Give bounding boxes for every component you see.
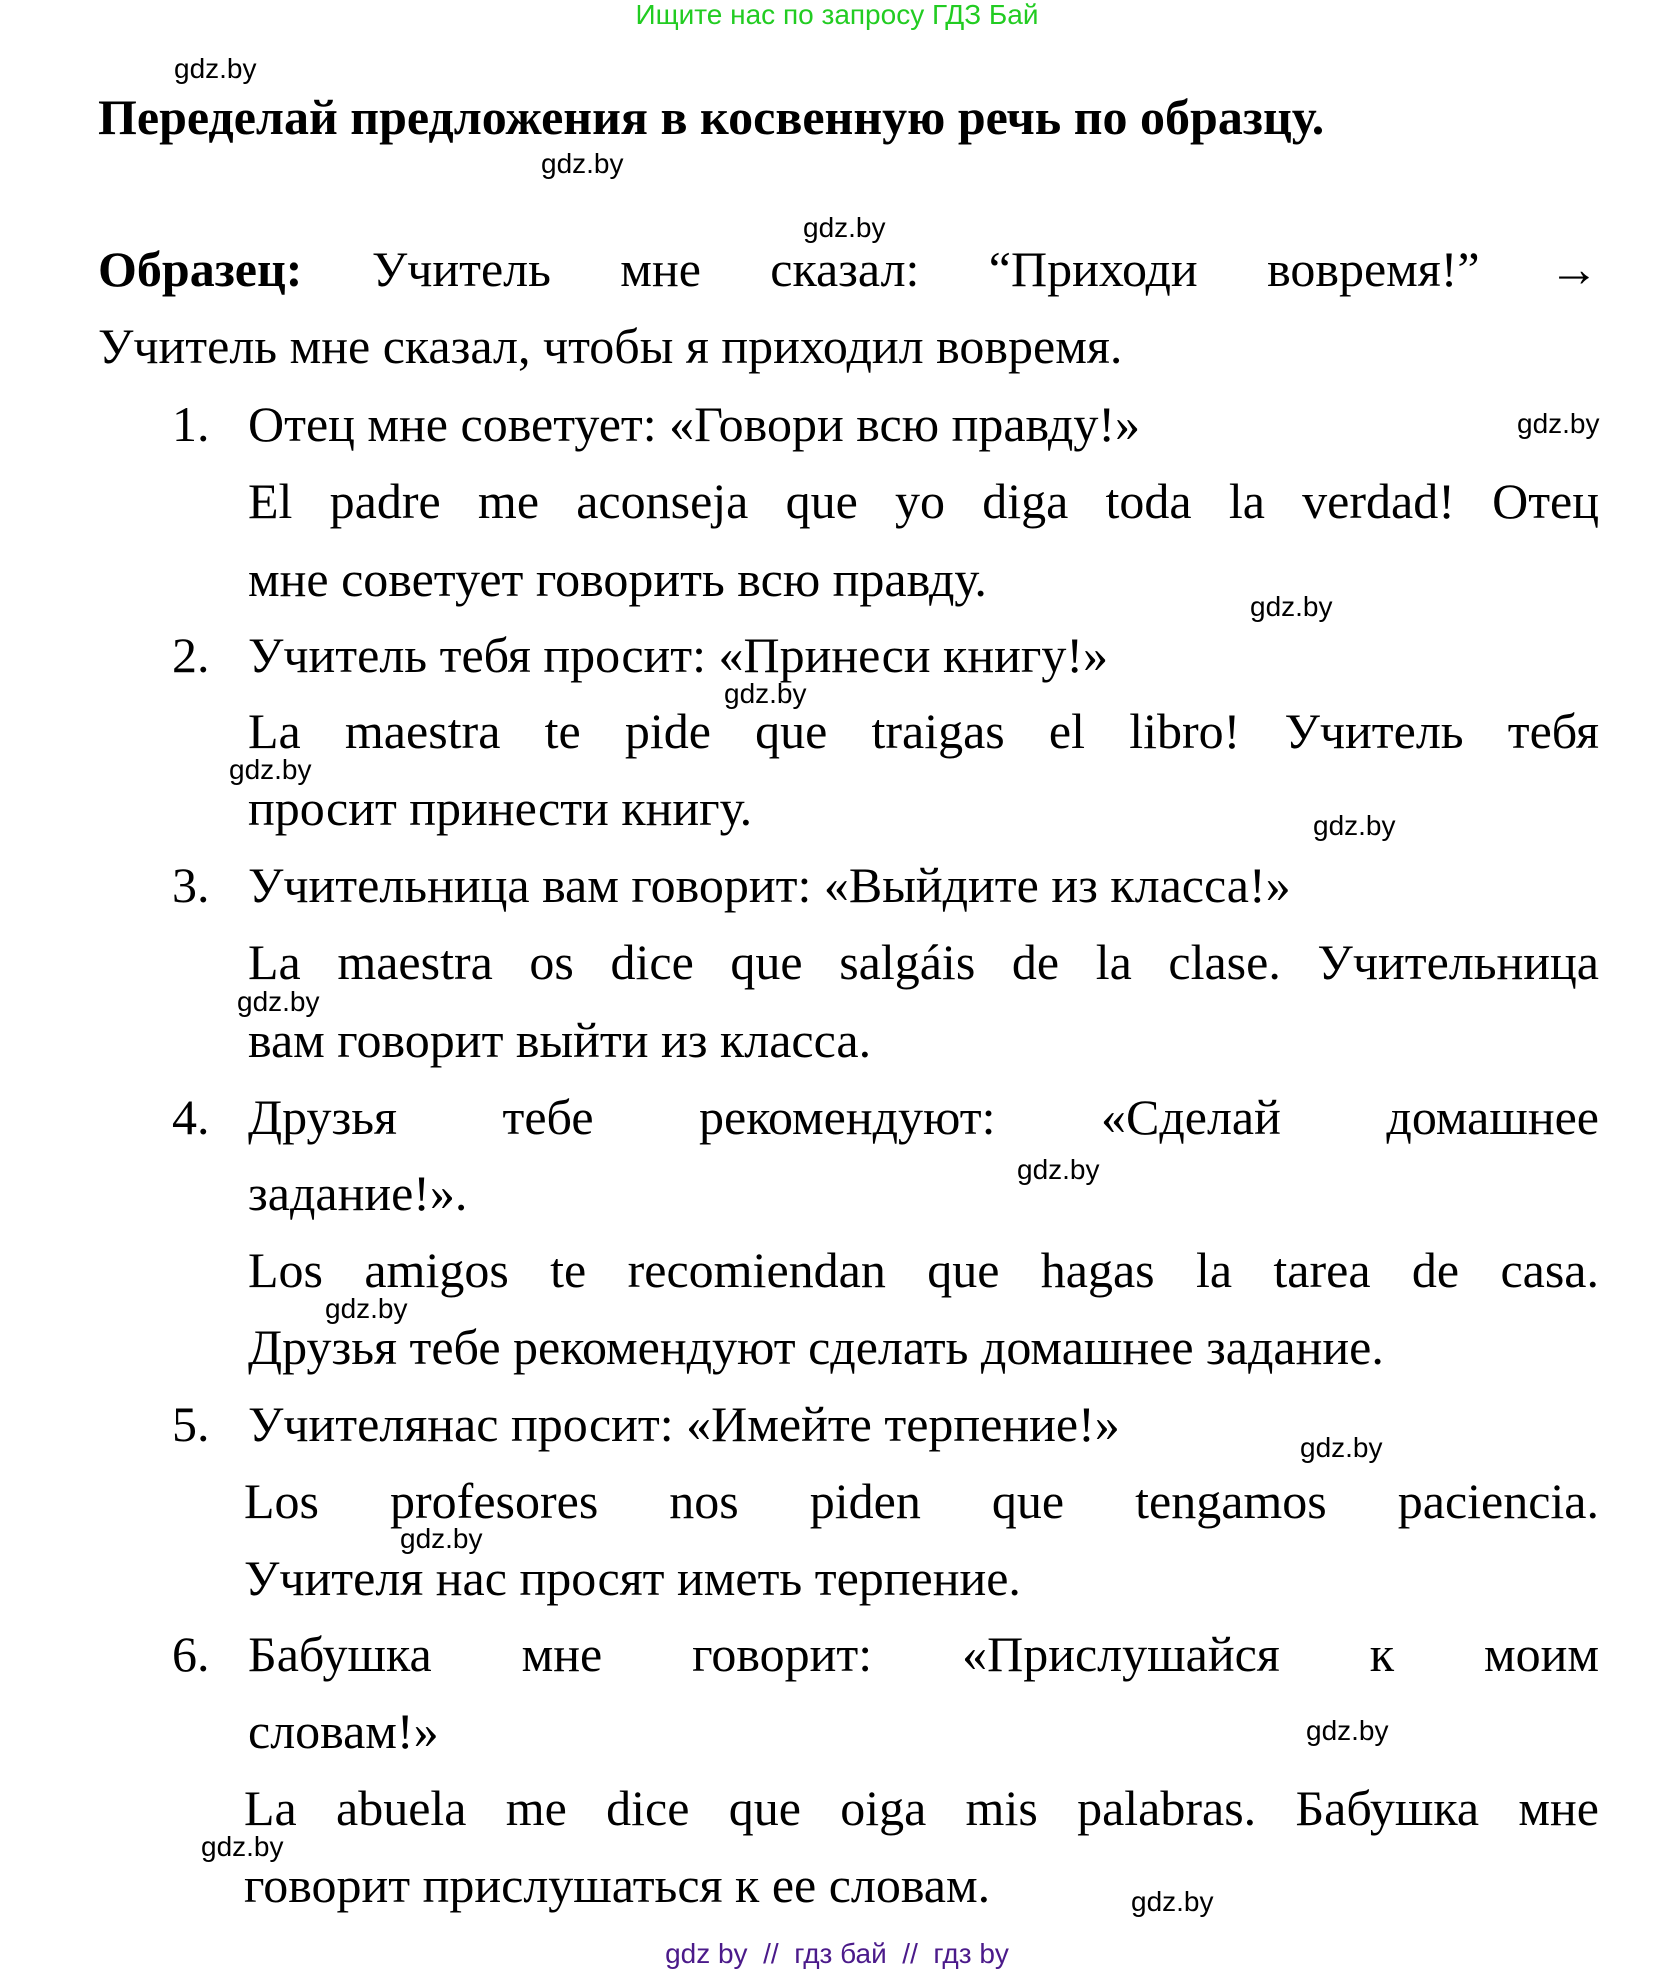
watermark: gdz.by bbox=[803, 212, 886, 243]
item-line: Бабушка мне говорит: «Прислушайся к моим bbox=[248, 1626, 1599, 1682]
watermark: gdz.by bbox=[1131, 1886, 1214, 1917]
item-line: Учительница вам говорит: «Выйдите из класса!» bbox=[248, 857, 1291, 913]
item-number: 1. bbox=[172, 396, 210, 452]
watermark: gdz.by bbox=[724, 678, 807, 709]
sample-text: Учитель мне сказал: “Приходи вовремя!” → bbox=[371, 241, 1599, 297]
item-line: задание!». bbox=[248, 1165, 468, 1221]
item-number: 2. bbox=[172, 627, 210, 683]
item-line: Друзья тебе рекомендуют: «Сделай домашнее bbox=[248, 1089, 1599, 1145]
watermark: gdz.by bbox=[237, 986, 320, 1017]
item-line: Отец мне советует: «Говори всю правду!» bbox=[248, 396, 1140, 452]
watermark: gdz.by bbox=[1300, 1432, 1383, 1463]
item-line: Учителя нас просят иметь терпение. bbox=[244, 1550, 1021, 1606]
watermark: gdz.by bbox=[1517, 408, 1600, 439]
footer-links: gdz by // гдз бай // гдз by bbox=[665, 1938, 1009, 1969]
sample-label: Образец: bbox=[98, 241, 303, 297]
item-number: 3. bbox=[172, 857, 210, 913]
sample-line-1 bbox=[98, 240, 1599, 298]
watermark: gdz.by bbox=[174, 53, 257, 84]
item-line: La maestra te pide que traigas el libro! Учитель тебя bbox=[248, 703, 1599, 759]
watermark: gdz.by bbox=[1306, 1715, 1389, 1746]
item-number: 5. bbox=[172, 1396, 210, 1452]
item-number: 6. bbox=[172, 1626, 210, 1682]
sample-line-2: Учитель мне сказал, чтобы я приходил вовремя. bbox=[98, 318, 1123, 374]
page-title: Переделай предложения в косвенную речь по образцу. bbox=[98, 89, 1325, 145]
item-line: говорит прислушаться к ее словам. bbox=[244, 1857, 991, 1913]
item-line: просит принести книгу. bbox=[248, 780, 753, 836]
item-line: вам говорит выйти из класса. bbox=[248, 1012, 872, 1068]
item-line: Учителянас просит: «Имейте терпение!» bbox=[248, 1396, 1120, 1452]
item-line: Los profesores nos piden que tengamos paciencia. bbox=[244, 1473, 1599, 1529]
search-banner: Ищите нас по запросу ГДЗ Бай bbox=[635, 0, 1039, 30]
item-line: мне советует говорить всю правду. bbox=[248, 551, 987, 607]
watermark: gdz.by bbox=[1017, 1154, 1100, 1185]
item-line: La abuela me dice que oiga mis palabras. Бабушка мне bbox=[244, 1780, 1599, 1836]
item-number: 4. bbox=[172, 1089, 210, 1145]
watermark: gdz.by bbox=[1313, 810, 1396, 841]
item-line: Учитель тебя просит: «Принеси книгу!» bbox=[248, 627, 1109, 683]
watermark: gdz.by bbox=[1250, 591, 1333, 622]
item-line: El padre me aconseja que yo diga toda la verdad! Отец bbox=[248, 473, 1599, 529]
item-line: Друзья тебе рекомендуют сделать домашнее задание. bbox=[248, 1319, 1384, 1375]
item-line: словам!» bbox=[248, 1703, 439, 1759]
watermark: gdz.by bbox=[400, 1523, 483, 1554]
watermark: gdz.by bbox=[229, 754, 312, 785]
watermark: gdz.by bbox=[201, 1831, 284, 1862]
item-line: Los amigos te recomiendan que hagas la tarea de casa. bbox=[248, 1242, 1599, 1298]
watermark: gdz.by bbox=[541, 148, 624, 179]
item-line: La maestra os dice que salgáis de la clase. Учительница bbox=[248, 934, 1599, 990]
watermark: gdz.by bbox=[325, 1293, 408, 1324]
